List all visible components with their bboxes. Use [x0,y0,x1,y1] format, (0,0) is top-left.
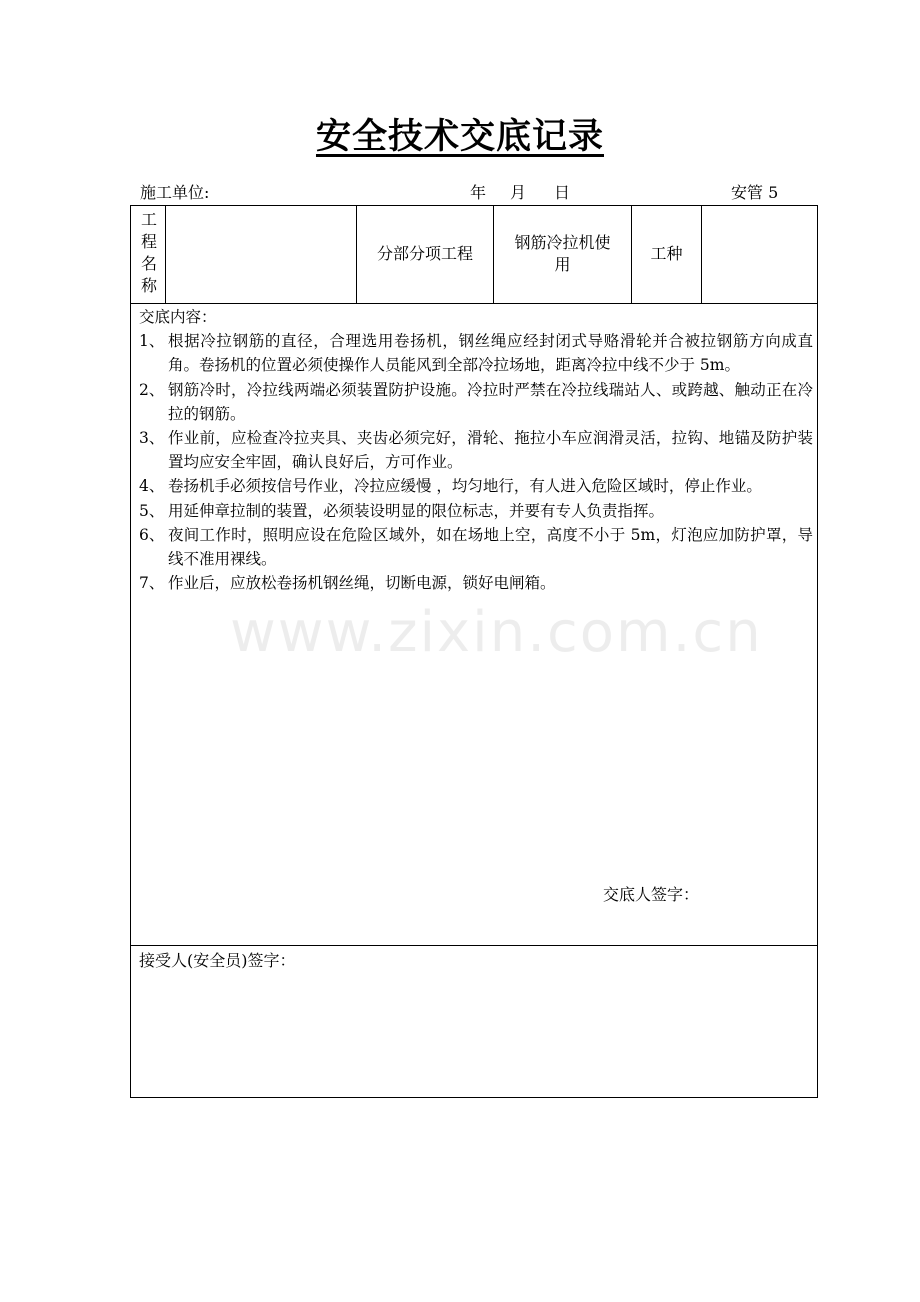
column-divider [701,205,702,303]
receiver-signature-label: 接受人(安全员)签字： [139,951,296,970]
discloser-signature-label: 交底人签字： [603,885,700,904]
month-label: 月 [510,183,527,202]
column-divider [165,205,166,303]
content-label: 交底内容： [139,308,217,326]
row-divider [130,303,818,304]
construction-unit-label: 施工单位: [140,183,210,202]
list-item: 1、 根据冷拉钢筋的直径，合理选用卷扬机，钢丝绳应经封闭式导赂滑轮并合被拉钢筋方向成直角。卷扬机的位置必须使操作人员能风到全部冷拉场地，距离冷拉中线不少于 5m。 [139,332,813,375]
list-item: 7、 作业后，应放松卷扬机钢丝绳，切断电源，锁好电闸箱。 [139,574,556,593]
subproject-value: 钢筋冷拉机使 用 [514,233,611,274]
list-item: 6、 夜间工作时，照明应设在危险区域外，如在场地上空，高度不小于 5m，灯泡应加防护罩，导线不准用裸线。 [139,525,813,569]
document-code: 安管 5 [731,183,779,202]
document-title: 安全技术交底记录 [315,116,604,157]
list-item: 2、 钢筋冷时，冷拉线两端必须装置防护设施。冷拉时严禁在冷拉线瑞站人、或跨越、触动正在冷拉的钢筋。 [139,380,813,423]
row-divider [130,945,818,946]
year-label: 年 [470,183,487,202]
day-label: 日 [554,183,571,202]
list-item: 4、 卷扬机手必须按信号作业，冷拉应缓慢 ，均匀地行，有人进入危险区域时，停止作业。 [139,477,762,496]
trade-label: 工种 [650,244,683,263]
project-name-label: 工 程 名 称 [140,210,157,295]
disclosure-content [139,305,813,595]
subproject-label: 分部分项工程 [376,244,473,263]
list-item: 3、 作业前，应检查冷拉夹具、夹齿必须完好，滑轮、拖拉小车应润滑灵活，拉钩、地锚及防护装置均应安全牢固，确认良好后，方可作业。 [139,429,813,472]
list-item: 5、 用延伸章拉制的装置，必须装设明显的限位标志，并要有专人负责指挥。 [139,501,665,520]
watermark: www.zixin.com.cn [230,600,763,665]
